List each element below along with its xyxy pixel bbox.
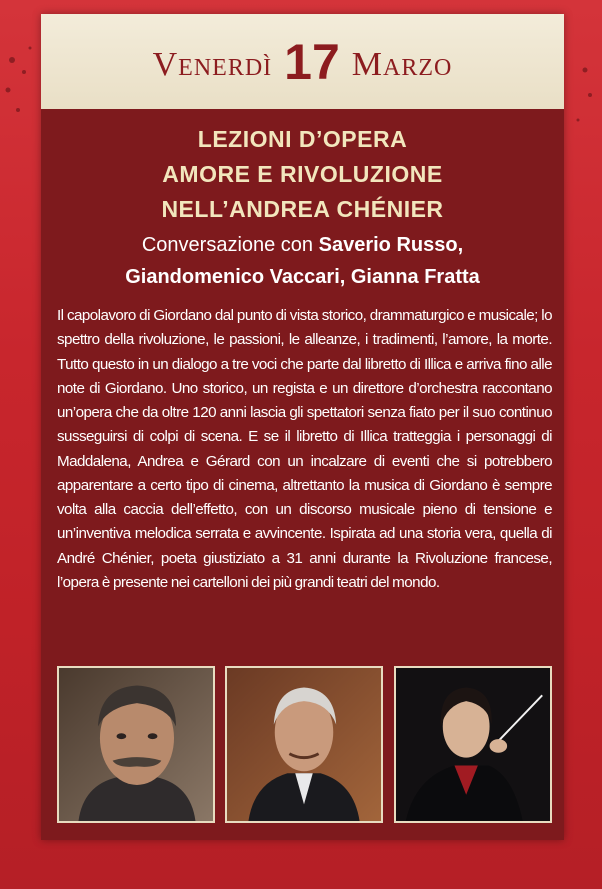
event-description: Il capolavoro di Giordano dal punto di vista storico, drammaturgico e musicale; lo spettro della rivoluzione, le passioni, le alleanze, i tradimenti, l’amore, la morte. Tutto questo in un dialogo a tre voci che parte dal libretto di Illica e arriva fino alle note di Giordano. Uno storico, un regista e un direttore d’orchestra raccontano un’opera che da oltre 120 anni lascia gli spettatori senza fiato per il suo continuo susseguirsi di colpi di scena. E se il libretto di Illica tratteggia i personaggi di Maddalena, Andrea e Gérard con un incalzare di eventi che si potrebbero apparentare a certo tipo di cinema, altrettanto la musica di Giordano è sempre volta alla caccia dell’effetto, con un discorso musicale pieno di tensione e un’inventiva melodica serrata e avvincente. Ispirata ad una storia vera, quella di André Chénier, poeta giustiziato a 31 anni durante la Rivoluzione francese, l’opera è presente nei cartelloni dei più grandi teatri del mondo. [57, 307, 552, 591]
speaker-name-1: Saverio Russo, [318, 234, 464, 256]
date-banner [41, 14, 564, 109]
subtitle-line-2 [41, 261, 564, 293]
weekday: Venerdì [152, 45, 273, 83]
speaker-photos [57, 666, 552, 823]
title-line-3: NELL’ANDREA CHÉNIER [161, 196, 444, 222]
photo-giandomenico-vaccari [225, 666, 383, 823]
speakers-subtitle [41, 229, 564, 293]
title-line-2: AMORE E RIVOLUZIONE [162, 161, 443, 187]
photo-saverio-russo [57, 666, 215, 823]
event-card [41, 14, 564, 840]
subtitle-prefix: Conversazione con [141, 234, 319, 256]
speaker-names-2: Giandomenico Vaccari, Gianna Fratta [125, 266, 480, 288]
month: Marzo [351, 45, 453, 83]
day-number: 17 [284, 33, 340, 90]
title-line-1: LEZIONI D’OPERA [197, 126, 408, 152]
event-title [41, 122, 564, 227]
subtitle-line-1 [41, 229, 564, 261]
photo-gianna-fratta [394, 666, 552, 823]
